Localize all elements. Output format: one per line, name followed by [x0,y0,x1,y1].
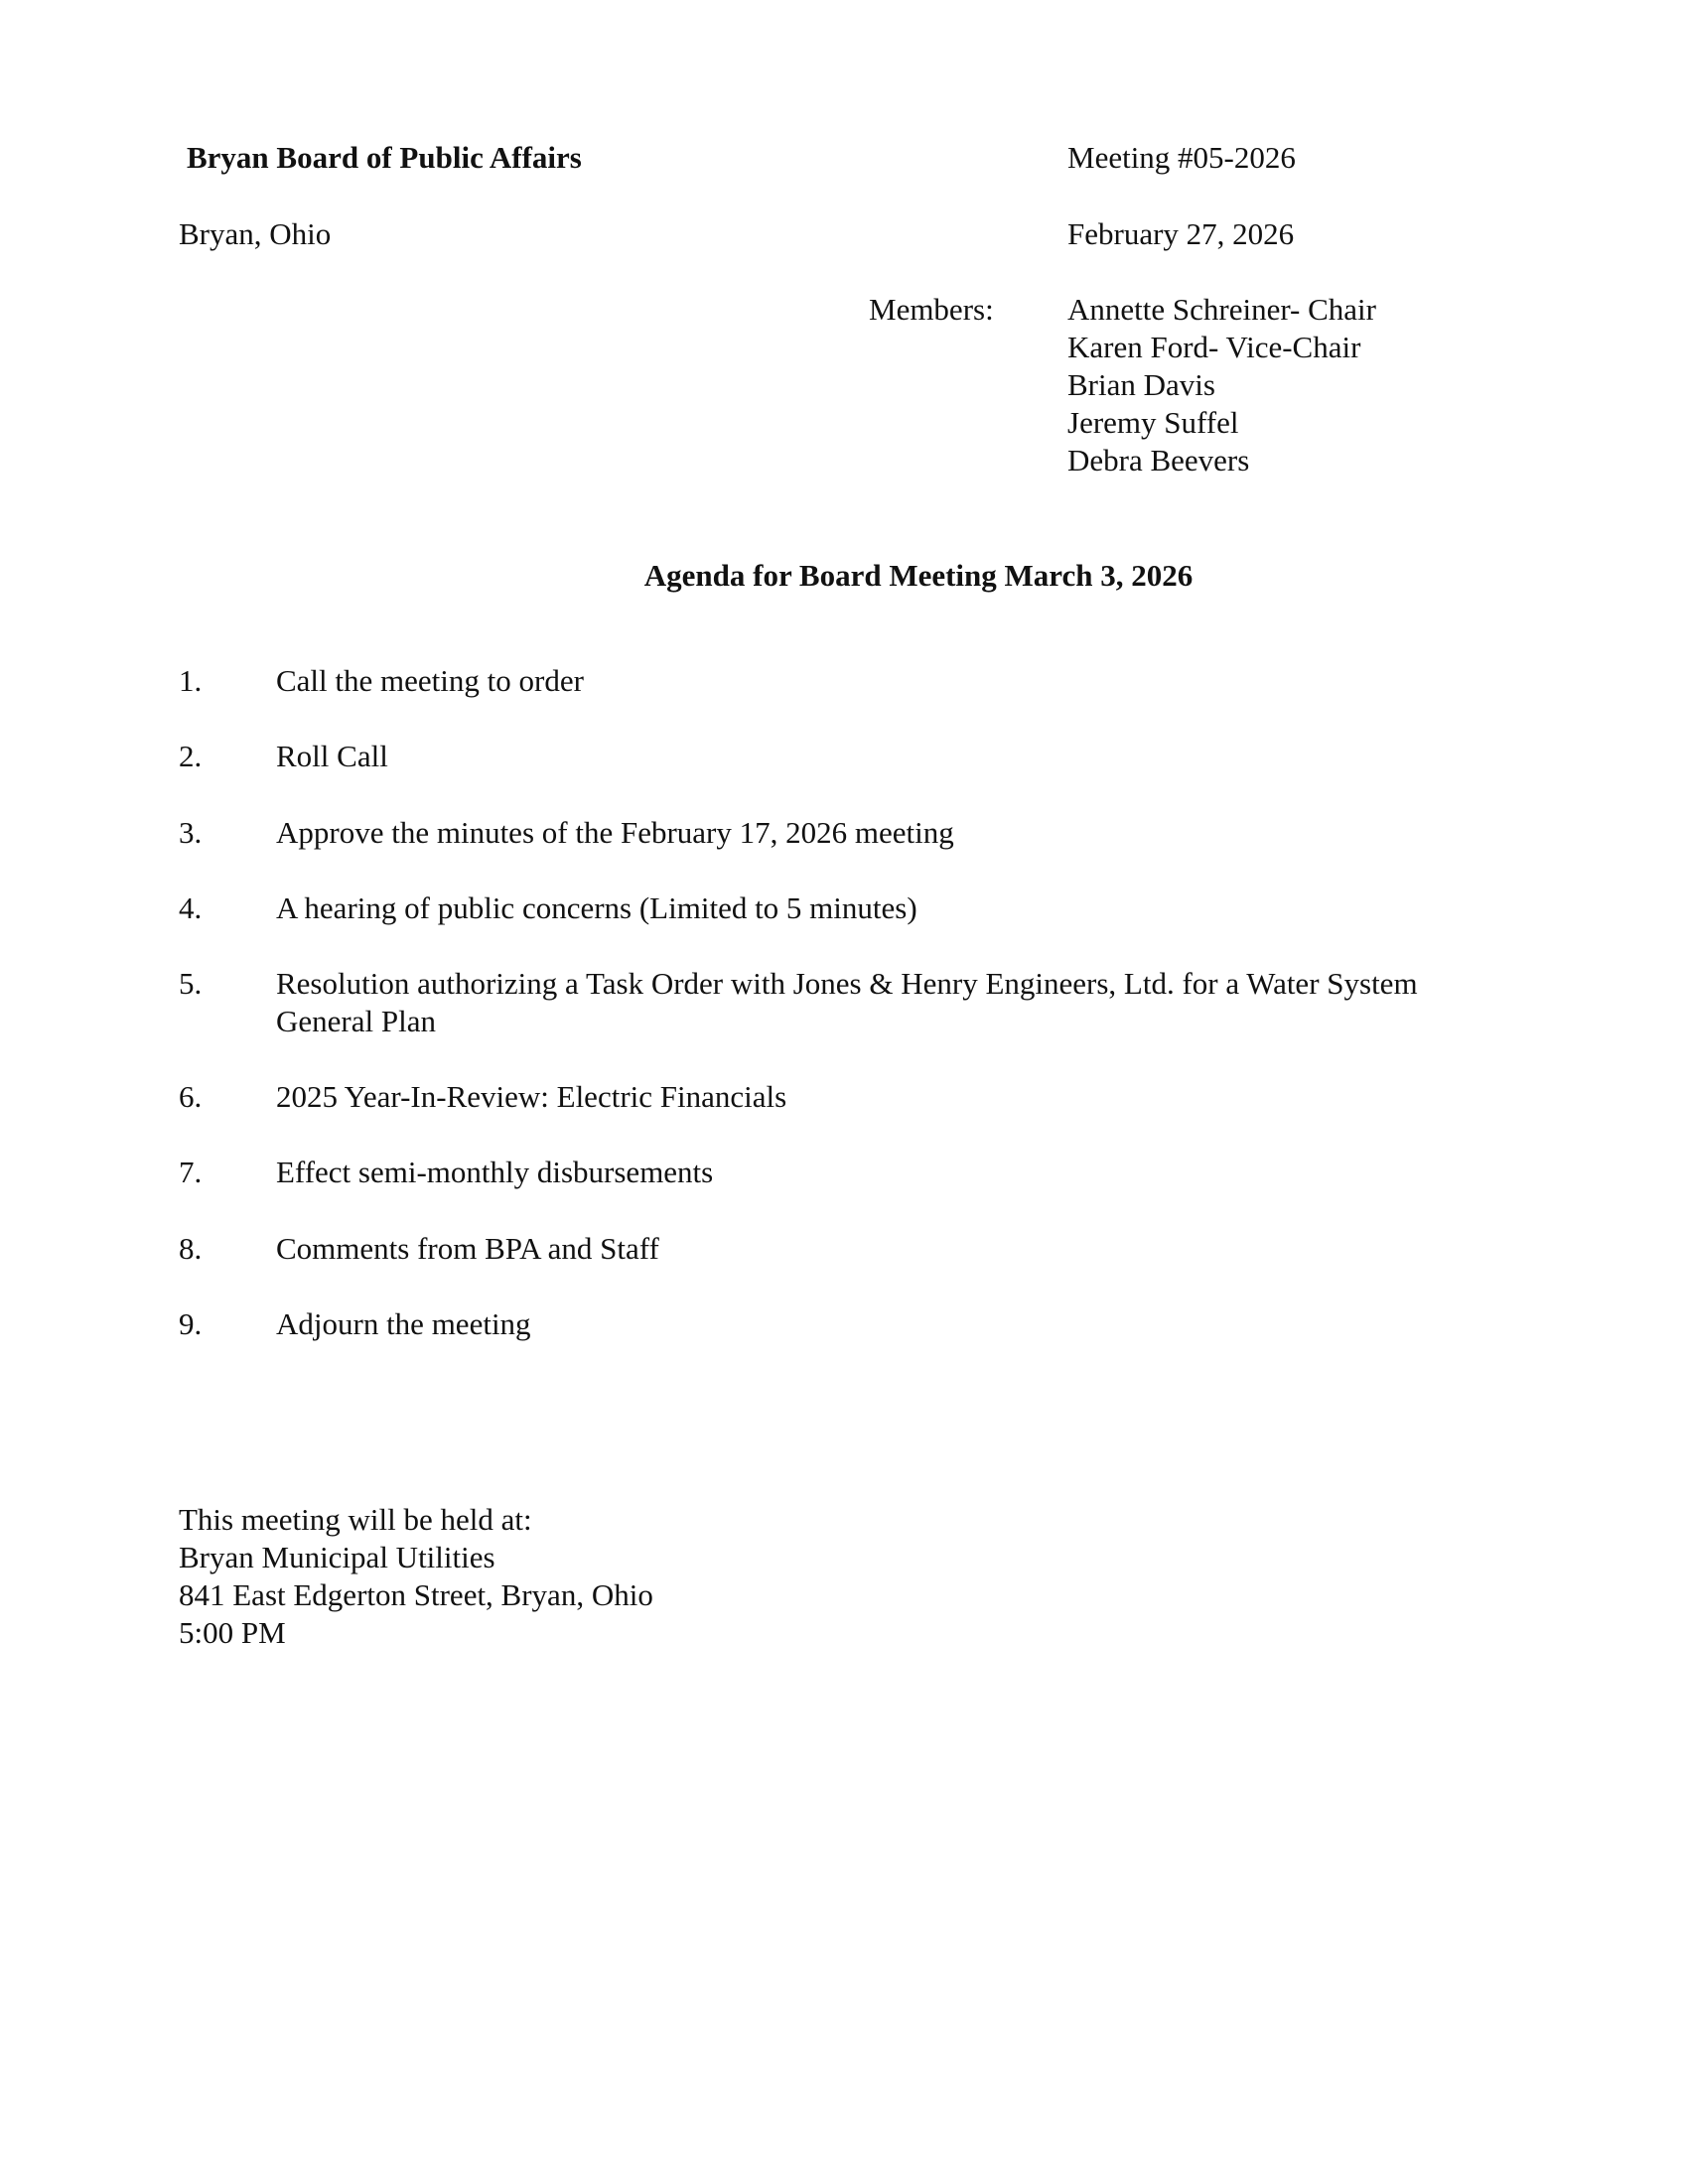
agenda-item-number: 9. [179,1306,203,1341]
agenda-item-text: Call the meeting to order [276,663,584,698]
agenda-item-number: 2. [179,739,203,773]
member-name: Brian Davis [1067,367,1215,402]
venue-name: Bryan Municipal Utilities [179,1540,495,1574]
agenda-item-number: 3. [179,815,203,850]
member-name: Karen Ford- Vice-Chair [1067,330,1361,364]
agenda-item-number: 1. [179,663,203,698]
venue-time: 5:00 PM [179,1615,286,1650]
members-list [1067,291,1376,479]
agenda-item-number: 6. [179,1079,203,1114]
members-label: Members: [869,292,994,327]
agenda-item-number: 8. [179,1231,203,1266]
member-name: Annette Schreiner- Chair [1067,292,1376,327]
agenda-item-text: A hearing of public concerns (Limited to 5 minutes) [276,890,917,925]
venue-address: 841 East Edgerton Street, Bryan, Ohio [179,1577,653,1612]
venue-intro: This meeting will be held at: [179,1502,532,1537]
agenda-item-text: Effect semi-monthly disbursements [276,1155,714,1189]
location: Bryan, Ohio [179,216,332,251]
agenda-item-text: 2025 Year-In-Review: Electric Financials [276,1079,787,1114]
member-name: Jeremy Suffel [1067,405,1239,440]
venue-block [179,1501,653,1652]
agenda-item-number: 5. [179,966,203,1001]
agenda-title: Agenda for Board Meeting March 3, 2026 [643,558,1194,593]
agenda-item-number: 7. [179,1155,203,1189]
organization-name: Bryan Board of Public Affairs [187,140,582,175]
member-name: Debra Beevers [1067,443,1250,478]
agenda-item-number: 4. [179,890,203,925]
meeting-number: Meeting #05-2026 [1067,140,1296,175]
meeting-date: February 27, 2026 [1067,216,1295,251]
agenda-item-text: Resolution authorizing a Task Order with Jones & Henry Engineers, Ltd. for a Water System General Plan [276,966,1418,1038]
agenda-item-text: Adjourn the meeting [276,1306,531,1341]
agenda-item-text: Comments from BPA and Staff [276,1231,659,1266]
agenda-item-text: Approve the minutes of the February 17, 2026 meeting [276,815,954,850]
agenda-item-text: Roll Call [276,739,388,773]
